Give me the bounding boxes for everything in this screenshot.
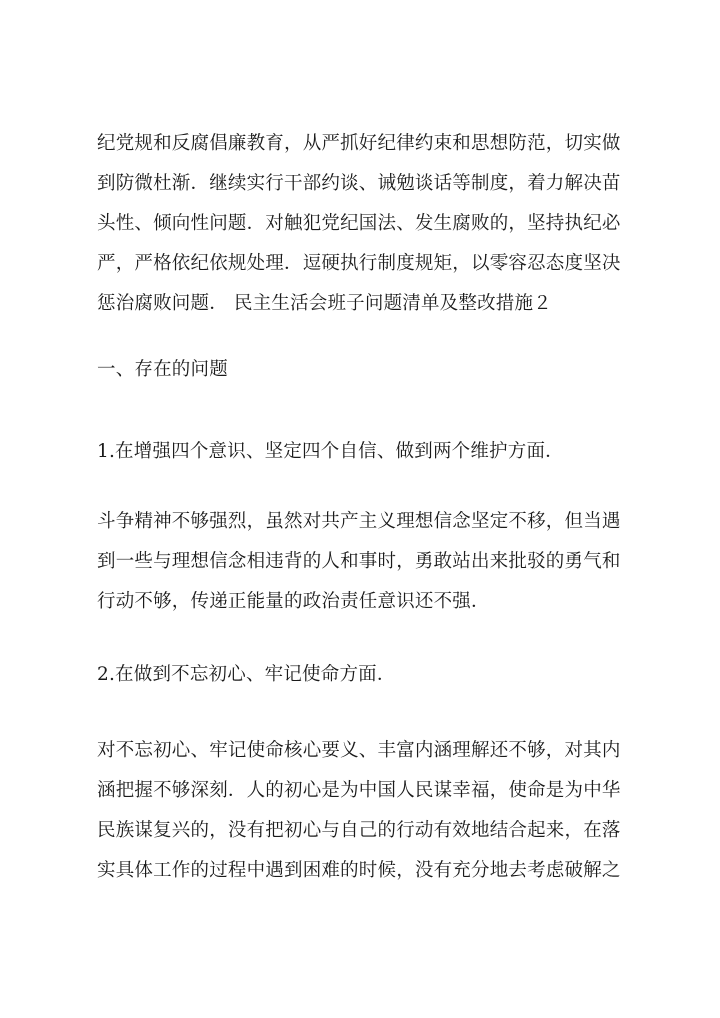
body-text-line: 行动不够，传递正能量的政治责任意识还不强． — [97, 591, 490, 612]
body-text-line: 民族谋复兴的，没有把初心与自己的行动有效地结合起来，在落 — [97, 820, 621, 841]
body-text-line: 涵把握不够深刻．人的初心是为中国人民谋幸福，使命是为中华 — [97, 780, 621, 801]
body-text-line: 到防微杜渐．继续实行干部约谈、诫勉谈话等制度，着力解决苗 — [97, 173, 621, 194]
body-text-line: 纪党规和反腐倡廉教育，从严抓好纪律约束和思想防范，切实做 — [97, 133, 621, 154]
body-text-line: 实具体工作的过程中遇到困难的时候，没有充分地去考虑破解之 — [97, 860, 621, 881]
body-text-line: 斗争精神不够强烈，虽然对共产主义理想信念坚定不移，但当遇 — [97, 511, 621, 532]
item-heading: 1.在增强四个意识、坚定四个自信、做到两个维护方面． — [97, 441, 564, 462]
item-heading: 2.在做到不忘初心、牢记使命方面． — [97, 664, 396, 685]
body-text-line: 头性、倾向性问题．对触犯党纪国法、发生腐败的，坚持执纪必 — [97, 213, 621, 234]
body-text-line: 惩治腐败问题． 民主生活会班子问题清单及整改措施２ — [97, 293, 552, 314]
section-heading: 一、存在的问题 — [97, 359, 228, 380]
body-text-line: 严，严格依纪依规处理．逗硬执行制度规矩，以零容忍态度坚决 — [97, 253, 621, 274]
body-text-line: 到一些与理想信念相违背的人和事时，勇敢站出来批驳的勇气和 — [97, 551, 621, 572]
body-text-line: 对不忘初心、牢记使命核心要义、丰富内涵理解还不够，对其内 — [97, 740, 621, 761]
